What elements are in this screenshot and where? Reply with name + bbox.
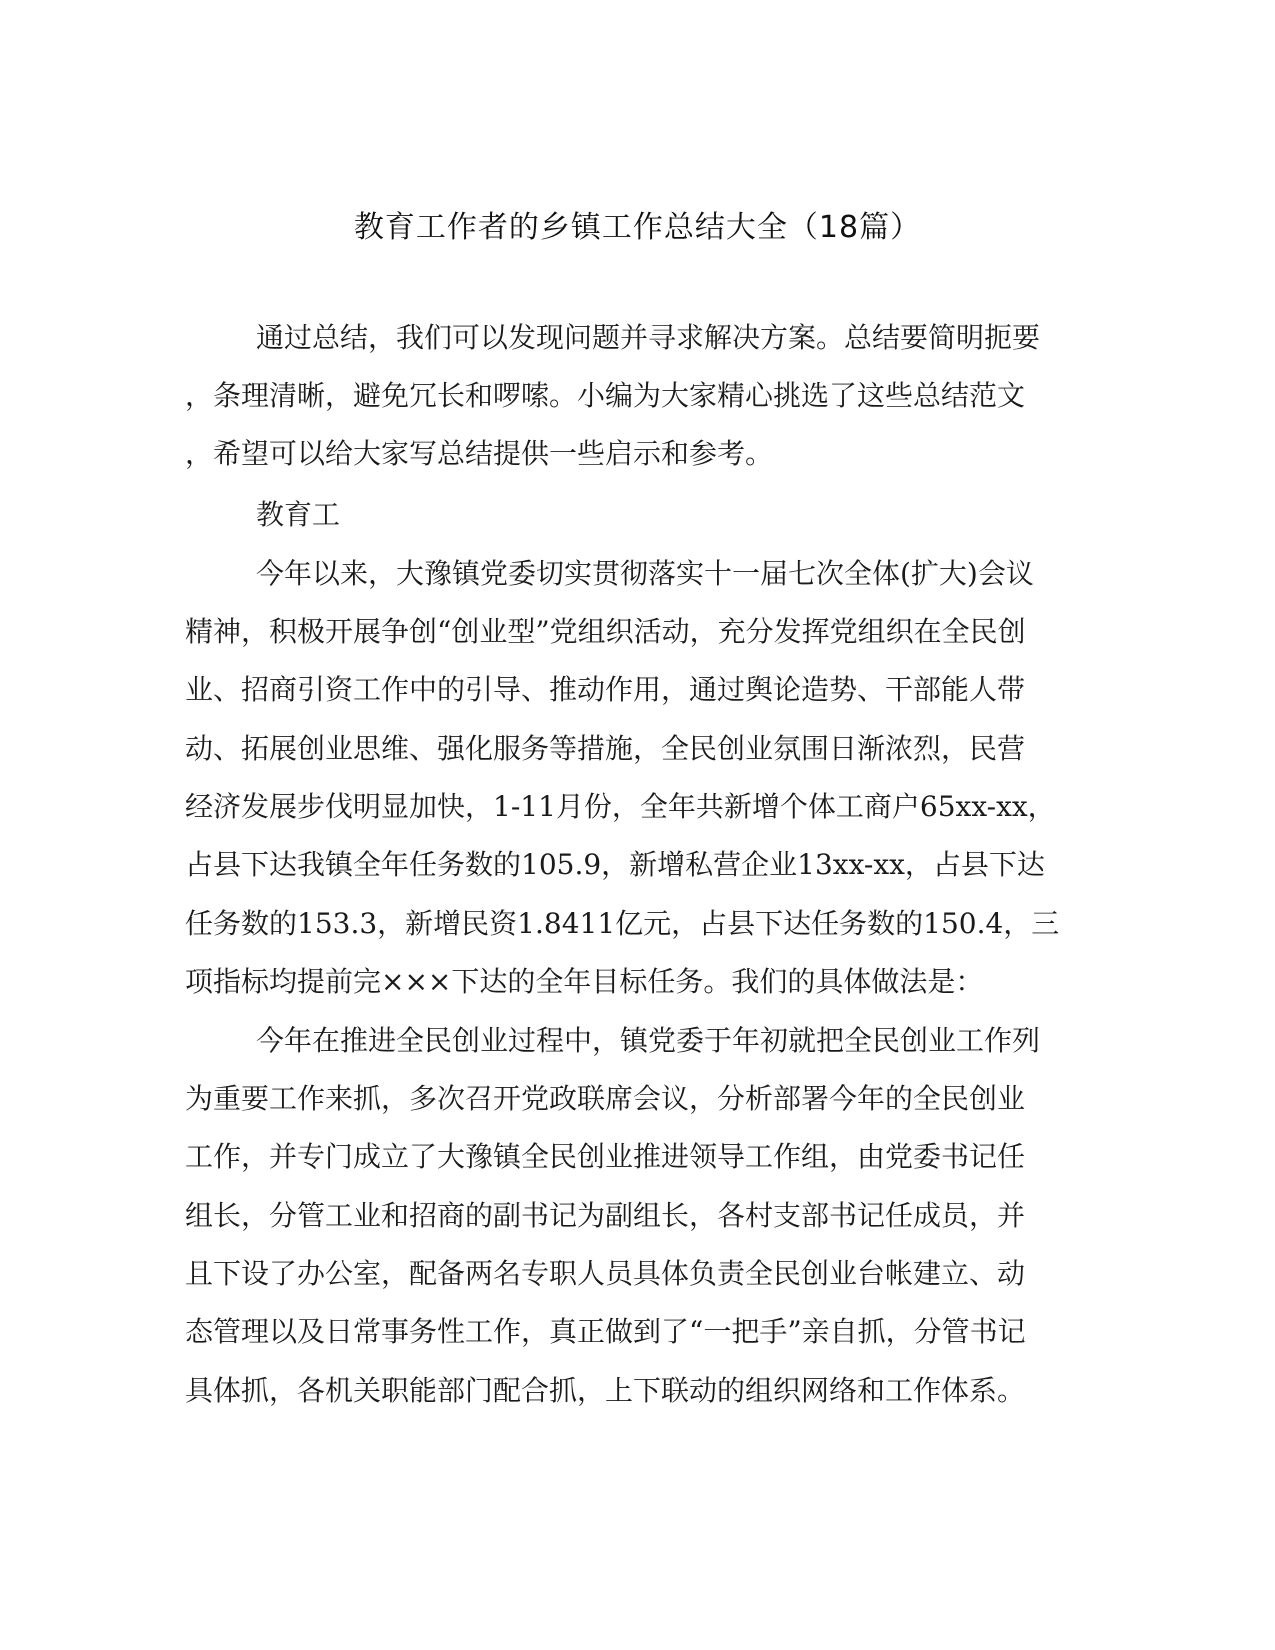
paragraph-line: 组长，分管工业和招商的副书记为副组长，各村支部书记任成员，并 bbox=[185, 1199, 1026, 1232]
paragraph-line: 今年以来，大豫镇党委切实贯彻落实十一届七次全体(扩大)会议 bbox=[256, 557, 1034, 590]
paragraph-line: 通过总结，我们可以发现问题并寻求解决方案。总结要简明扼要 bbox=[256, 321, 1041, 354]
paragraph-line: 经济发展步伐明显加快，1-11月份，全年共新增个体工商户65xx-xx， bbox=[185, 790, 1056, 823]
document-title: 教育工作者的乡镇工作总结大全（18篇） bbox=[353, 210, 922, 245]
paragraph-line: ，希望可以给大家写总结提供一些启示和参考。 bbox=[185, 437, 774, 470]
paragraph-line: 项指标均提前完×××下达的全年目标任务。我们的具体做法是： bbox=[185, 965, 984, 998]
paragraph-line: 精神，积极开展争创“创业型”党组织活动，充分发挥党组织在全民创 bbox=[185, 615, 1026, 648]
paragraph-line: 态管理以及日常事务性工作，真正做到了“一把手”亲自抓，分管书记 bbox=[185, 1315, 1026, 1348]
paragraph-line: 为重要工作来抓，多次召开党政联席会议，分析部署今年的全民创业 bbox=[185, 1082, 1026, 1115]
paragraph-line: 占县下达我镇全年任务数的105.9，新增私营企业13xx-xx，占县下达 bbox=[185, 848, 1045, 881]
paragraph-line: 动、拓展创业思维、强化服务等措施，全民创业氛围日渐浓烈，民营 bbox=[185, 732, 1026, 765]
paragraph-line: 具体抓，各机关职能部门配合抓，上下联动的组织网络和工作体系。 bbox=[185, 1374, 1026, 1407]
paragraph-line: 今年在推进全民创业过程中，镇党委于年初就把全民创业工作列 bbox=[256, 1024, 1041, 1057]
section-heading: 教育工 bbox=[256, 498, 341, 531]
paragraph-line: 业、招商引资工作中的引导、推动作用，通过舆论造势、干部能人带 bbox=[185, 673, 1026, 706]
paragraph-line: ，条理清晰，避免冗长和啰嗦。小编为大家精心挑选了这些总结范文 bbox=[185, 379, 1026, 412]
paragraph-line: 工作，并专门成立了大豫镇全民创业推进领导工作组，由党委书记任 bbox=[185, 1140, 1026, 1173]
paragraph-line: 且下设了办公室，配备两名专职人员具体负责全民创业台帐建立、动 bbox=[185, 1257, 1026, 1290]
paragraph-line: 任务数的153.3，新增民资1.8411亿元，占县下达任务数的150.4，三 bbox=[185, 907, 1060, 940]
